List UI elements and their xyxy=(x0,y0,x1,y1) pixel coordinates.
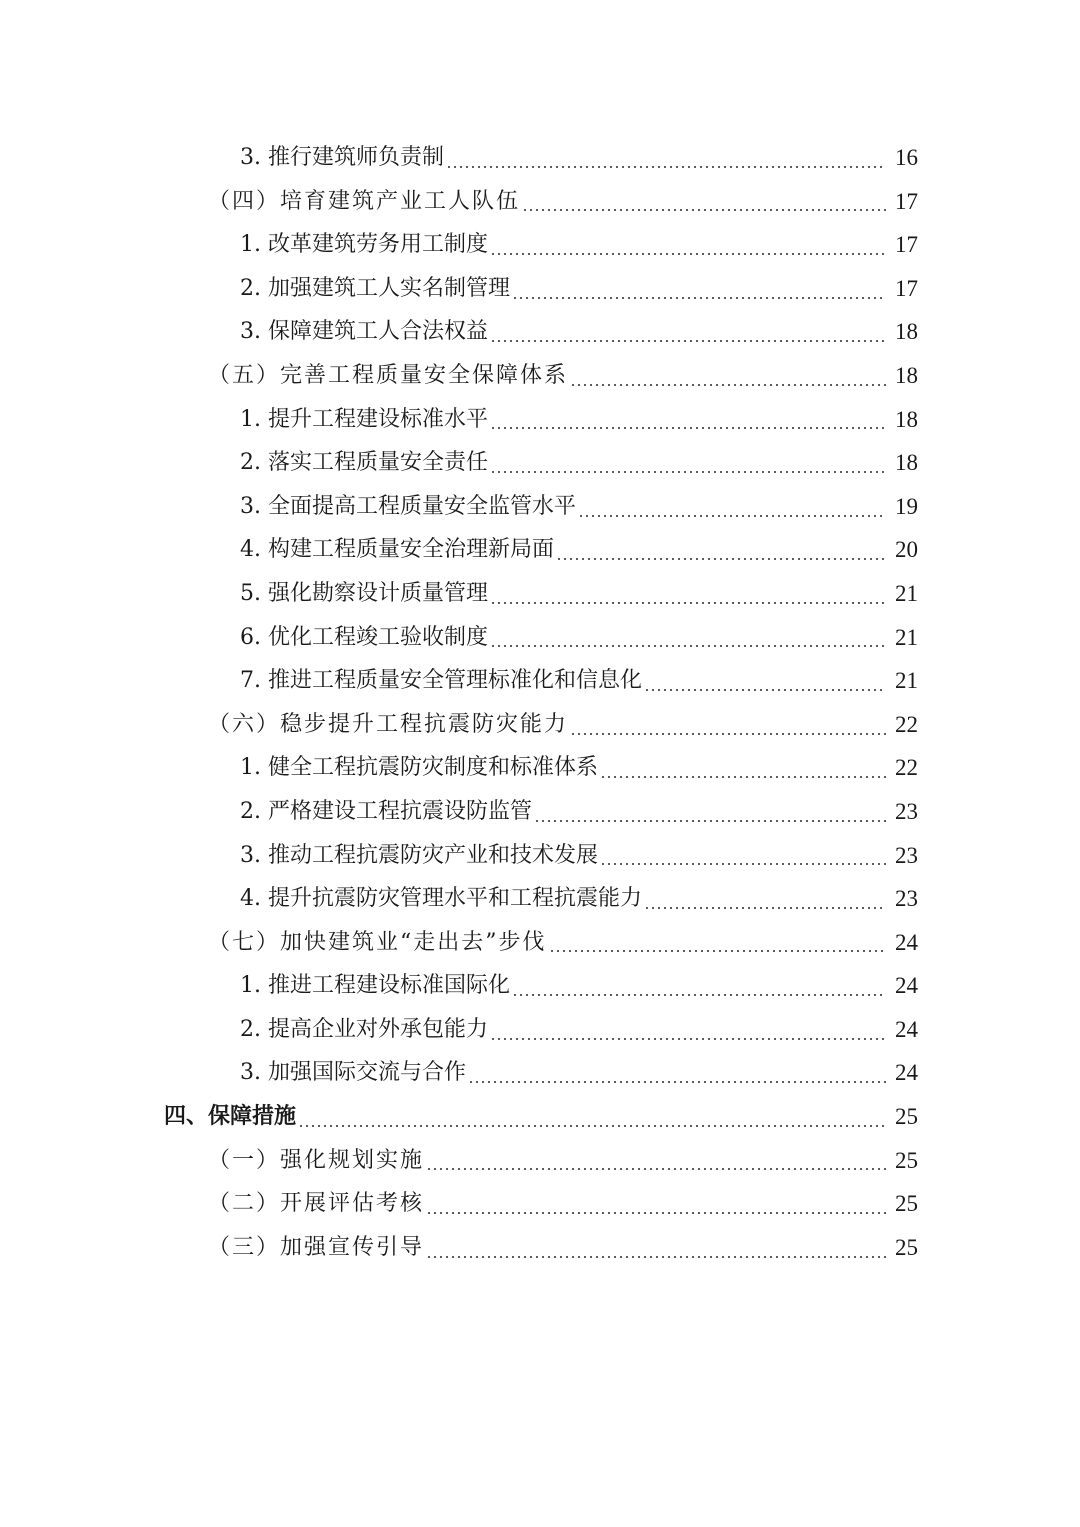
toc-entry[interactable] xyxy=(0,485,1080,529)
toc-entry-title: 6. 优化工程竣工验收制度 xyxy=(240,624,488,650)
toc-entry-page: 21 xyxy=(895,624,918,650)
toc-entry-title: （二）开展评估考核 xyxy=(208,1191,425,1217)
toc-entry-title: 4. 提升抗震防灾管理水平和工程抗震能力 xyxy=(240,886,642,912)
dot-leader xyxy=(600,863,886,865)
toc-entry-title: （五）完善工程质量安全保障体系 xyxy=(208,362,569,388)
dot-leader xyxy=(490,645,886,647)
dot-leader xyxy=(570,733,886,735)
toc-entry[interactable] xyxy=(0,964,1080,1008)
toc-entry-title: 2. 严格建设工程抗震设防监管 xyxy=(240,798,532,824)
toc-entry[interactable] xyxy=(0,703,1080,747)
toc-entry[interactable] xyxy=(0,1008,1080,1052)
toc-entry-page: 24 xyxy=(895,929,918,955)
toc-entry-page: 24 xyxy=(895,1016,918,1042)
toc-entry[interactable] xyxy=(0,180,1080,224)
toc-entry[interactable] xyxy=(0,790,1080,834)
toc-entry-page: 19 xyxy=(895,493,918,519)
dot-leader xyxy=(578,515,886,517)
toc-entry-page: 18 xyxy=(895,319,918,345)
dot-leader xyxy=(512,994,886,996)
toc-entry-title: 四、保障措施 xyxy=(164,1104,297,1130)
toc-entry-title: 4. 构建工程质量安全治理新局面 xyxy=(240,537,554,563)
toc-entry-page: 24 xyxy=(895,973,918,999)
toc-entry[interactable] xyxy=(0,310,1080,354)
toc-entry-page: 23 xyxy=(895,842,918,868)
dot-leader xyxy=(490,427,886,429)
dot-leader xyxy=(490,253,886,255)
toc-entry-page: 25 xyxy=(895,1104,918,1130)
dot-leader xyxy=(644,689,886,691)
dot-leader xyxy=(570,384,886,386)
toc-entry-page: 24 xyxy=(895,1060,918,1086)
toc-entry[interactable] xyxy=(0,528,1080,572)
toc-entry-page: 17 xyxy=(895,275,918,301)
toc-entry-title: 3. 推动工程抗震防灾产业和技术发展 xyxy=(240,842,598,868)
toc-entry[interactable] xyxy=(0,572,1080,616)
dot-leader xyxy=(534,820,886,822)
toc-entry-page: 21 xyxy=(895,668,918,694)
toc-entry-title: （六）稳步提升工程抗震防灾能力 xyxy=(208,711,569,737)
toc-entry[interactable] xyxy=(0,267,1080,311)
dot-leader xyxy=(522,209,886,211)
toc-entry-page: 21 xyxy=(895,580,918,606)
toc-entry-title: 5. 强化勘察设计质量管理 xyxy=(240,580,488,606)
dot-leader xyxy=(490,602,886,604)
toc-entry[interactable] xyxy=(0,616,1080,660)
dot-leader xyxy=(468,1081,886,1083)
toc-entry-page: 18 xyxy=(895,450,918,476)
toc-entry-title: 2. 落实工程质量安全责任 xyxy=(240,450,488,476)
table-of-contents xyxy=(0,136,1080,1269)
toc-entry[interactable] xyxy=(0,877,1080,921)
toc-entry-title: （七）加快建筑业“走出去”步伐 xyxy=(208,929,547,955)
toc-entry[interactable] xyxy=(0,1051,1080,1095)
toc-entry-page: 23 xyxy=(895,798,918,824)
toc-entry-title: 3. 保障建筑工人合法权益 xyxy=(240,319,488,345)
dot-leader xyxy=(512,297,886,299)
toc-entry[interactable] xyxy=(0,398,1080,442)
toc-entry-page: 25 xyxy=(895,1147,918,1173)
toc-entry-page: 25 xyxy=(895,1191,918,1217)
dot-leader xyxy=(490,1038,886,1040)
toc-entry-page: 17 xyxy=(895,188,918,214)
toc-entry[interactable] xyxy=(0,1139,1080,1183)
toc-entry[interactable] xyxy=(0,746,1080,790)
toc-entry[interactable] xyxy=(0,136,1080,180)
toc-entry-page: 16 xyxy=(895,145,918,170)
toc-entry[interactable] xyxy=(0,1226,1080,1270)
toc-entry-page: 22 xyxy=(895,755,918,781)
toc-entry-title: （三）加强宣传引导 xyxy=(208,1234,425,1260)
toc-entry-page: 23 xyxy=(895,886,918,912)
toc-entry-page: 17 xyxy=(895,232,918,258)
toc-entry[interactable] xyxy=(0,921,1080,965)
toc-entry-title: （四）培育建筑产业工人队伍 xyxy=(208,188,521,214)
dot-leader xyxy=(490,340,886,342)
toc-entry-page: 18 xyxy=(895,362,918,388)
dot-leader xyxy=(549,950,887,952)
toc-entry[interactable] xyxy=(0,659,1080,703)
dot-leader xyxy=(298,1125,886,1127)
toc-entry[interactable] xyxy=(0,1182,1080,1226)
toc-entry-title: 1. 健全工程抗震防灾制度和标准体系 xyxy=(240,755,598,781)
toc-entry[interactable] xyxy=(0,834,1080,878)
toc-entry[interactable] xyxy=(0,354,1080,398)
toc-entry-page: 20 xyxy=(895,537,918,563)
toc-entry-title: 1. 改革建筑劳务用工制度 xyxy=(240,232,488,258)
dot-leader xyxy=(600,776,886,778)
toc-entry-page: 25 xyxy=(895,1234,918,1260)
toc-entry-title: 3. 加强国际交流与合作 xyxy=(240,1060,466,1086)
dot-leader xyxy=(644,907,886,909)
toc-entry-title: 3. 推行建筑师负责制 xyxy=(240,145,444,170)
dot-leader xyxy=(426,1212,886,1214)
dot-leader xyxy=(426,1256,886,1258)
dot-leader xyxy=(446,166,886,168)
dot-leader xyxy=(426,1168,886,1170)
toc-entry[interactable] xyxy=(0,441,1080,485)
toc-entry-page: 22 xyxy=(895,711,918,737)
toc-entry-title: 3. 全面提高工程质量安全监管水平 xyxy=(240,493,576,519)
toc-entry[interactable] xyxy=(0,223,1080,267)
toc-entry-title: 2. 提高企业对外承包能力 xyxy=(240,1016,488,1042)
toc-entry-title: 2. 加强建筑工人实名制管理 xyxy=(240,275,510,301)
toc-entry-title: 1. 提升工程建设标准水平 xyxy=(240,406,488,432)
toc-entry-page: 18 xyxy=(895,406,918,432)
dot-leader xyxy=(556,558,886,560)
toc-entry[interactable] xyxy=(0,1095,1080,1139)
toc-entry-title: 1. 推进工程建设标准国际化 xyxy=(240,973,510,999)
toc-entry-title: （一）强化规划实施 xyxy=(208,1147,425,1173)
dot-leader xyxy=(490,471,886,473)
toc-entry-title: 7. 推进工程质量安全管理标准化和信息化 xyxy=(240,668,642,694)
